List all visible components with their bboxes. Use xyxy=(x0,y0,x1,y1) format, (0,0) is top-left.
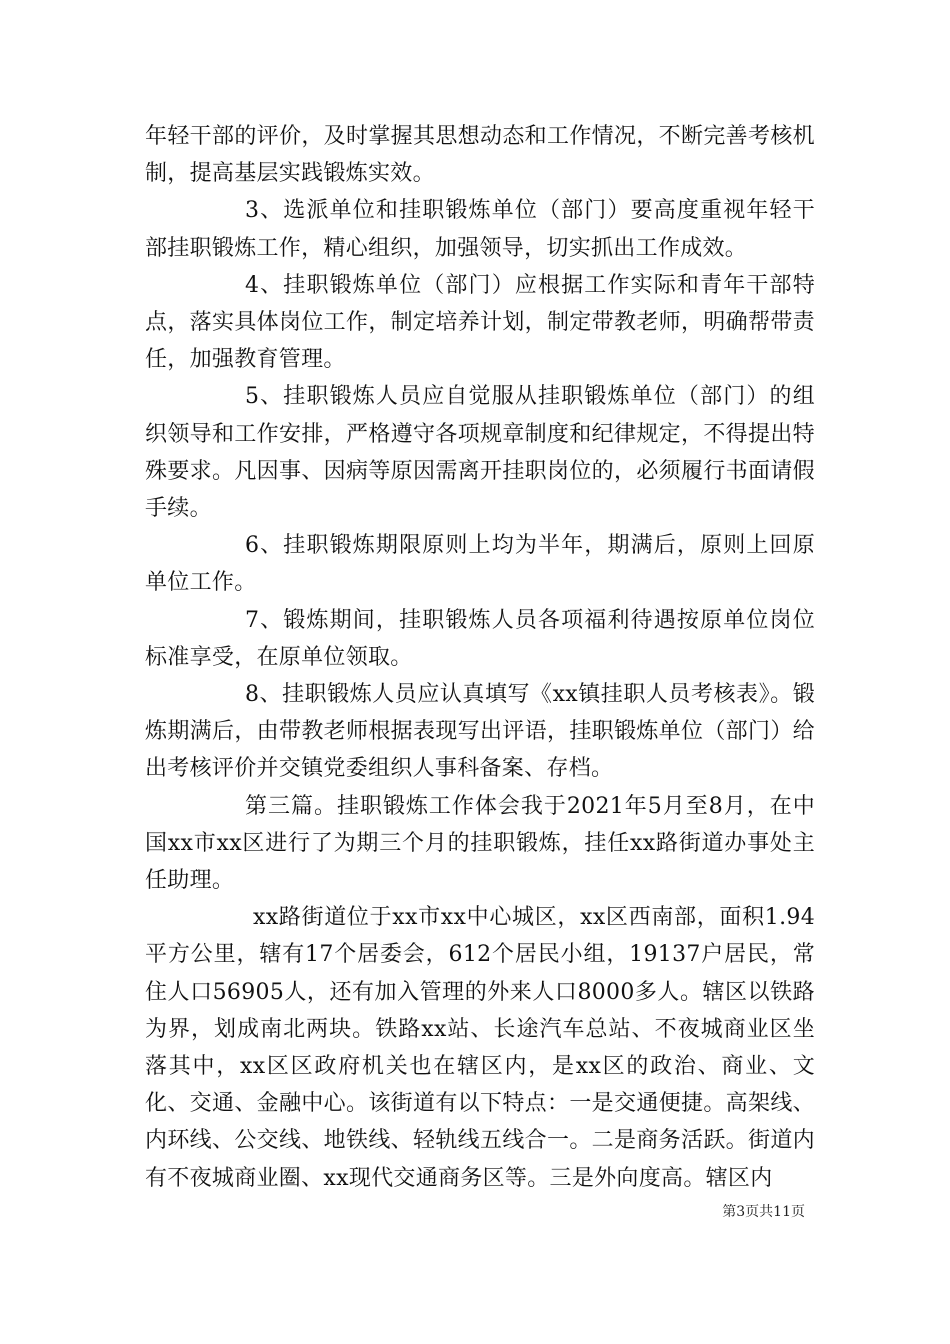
document-body xyxy=(145,118,815,1197)
paragraph-7: 8、挂职锻炼人员应认真填写《xx镇挂职人员考核表》。锻炼期满后，由带教老师根据表现写出评语，挂职锻炼单位（部门）给出考核评价并交镇党委组织人事科备案、存档。 xyxy=(145,682,815,782)
page-number-footer: 第3页共11页 xyxy=(722,1204,805,1220)
paragraph-9: xx路街道位于xx市xx中心城区，xx区西南部，面积1.94平方公里，辖有17个居委会，612个居民小组，19137户居民，常住人口56905人，还有加入管理的外来人口8000多人。辖区以铁路为界，划成南北两块。铁路xx站、长途汽车总站、不夜城商业区坐落其中，xx区区政府机关也在辖区内，是xx区的政治、商业、文化、交通、金融中心。该街道有以下特点：一是交通便捷。高架线、内环线、公交线、地铁线、轻轨线五线合一。二是商务活跃。街道内有不夜城商业圈、xx现代交通商务区等。三是外向度高。辖区内 xyxy=(145,905,815,1191)
paragraph-1: 年轻干部的评价，及时掌握其思想动态和工作情况，不断完善考核机制，提高基层实践锻炼实效。 xyxy=(145,124,815,187)
paragraph-5: 6、挂职锻炼期限原则上均为半年，期满后，原则上回原单位工作。 xyxy=(145,533,815,596)
paragraph-8: 第三篇。挂职锻炼工作体会我于2021年5月至8月，在中国xx市xx区进行了为期三个月的挂职锻炼，挂任xx路街道办事处主任助理。 xyxy=(145,793,815,894)
paragraph-6: 7、锻炼期间，挂职锻炼人员各项福利待遇按原单位岗位标准享受，在原单位领取。 xyxy=(145,607,815,670)
paragraph-4: 5、挂职锻炼人员应自觉服从挂职锻炼单位（部门）的组织领导和工作安排，严格遵守各项规章制度和纪律规定，不得提出特殊要求。凡因事、因病等原因需离开挂职岗位的，必须履行书面请假手续。 xyxy=(145,384,815,522)
paragraph-3: 4、挂职锻炼单位（部门）应根据工作实际和青年干部特点，落实具体岗位工作，制定培养计划，制定带教老师，明确帮带责任，加强教育管理。 xyxy=(145,272,815,373)
paragraph-2: 3、选派单位和挂职锻炼单位（部门）要高度重视年轻干部挂职锻炼工作，精心组织，加强领导，切实抓出工作成效。 xyxy=(145,198,815,261)
